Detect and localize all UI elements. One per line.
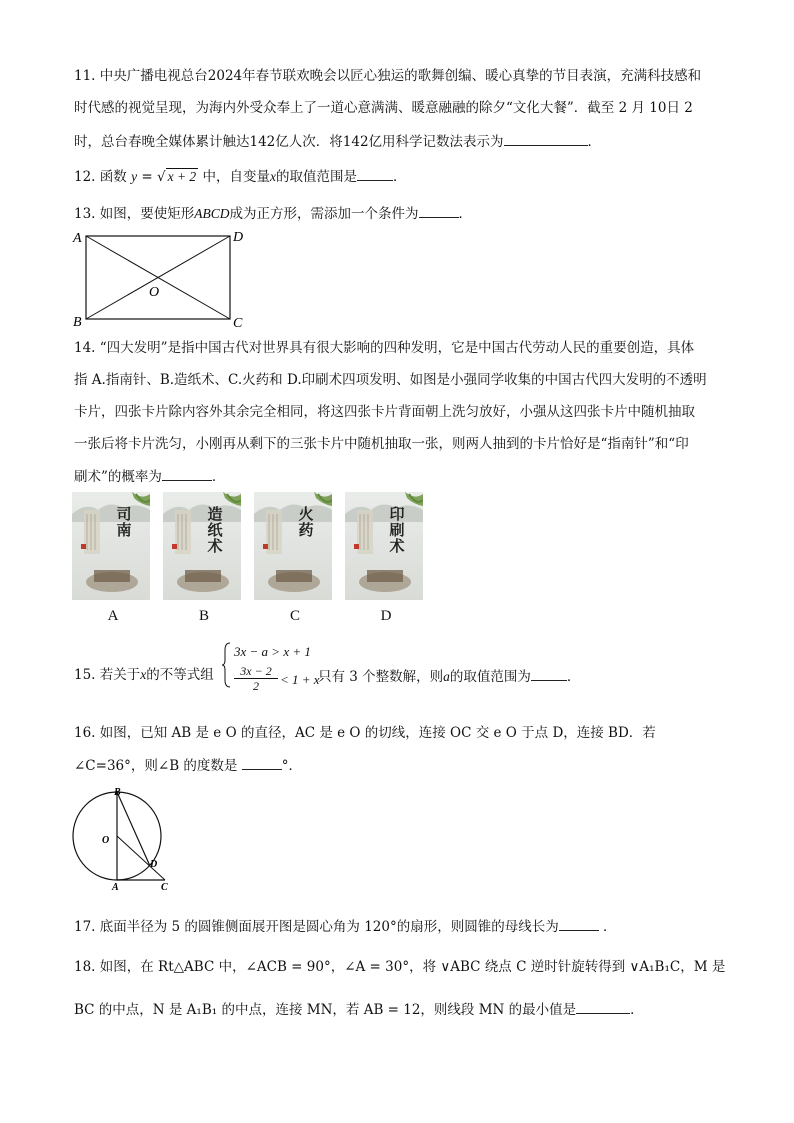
- answer-blank[interactable]: [162, 466, 212, 481]
- label-a: A: [112, 882, 119, 893]
- segment-bd: [117, 792, 150, 866]
- label-c: C: [233, 316, 243, 331]
- q14-end: ．: [211, 469, 226, 485]
- card-title: 印刷术: [389, 505, 405, 555]
- q13-post: 成为正方形，需添加一个条件为: [229, 206, 419, 222]
- q18-end: ．: [630, 1002, 644, 1018]
- label-a: A: [73, 231, 82, 246]
- q18-line2-text: BC 的中点，N 是 A₁B₁ 的中点，连接 MN，若 AB = 12，则线段 MN 的最小值是: [74, 1002, 577, 1018]
- q16-line1: 16. 如图，已知 AB 是 e O 的直径，AC 是 e O 的切线，连接 OC 交 e O 于点 D，连接 BD．若: [74, 725, 656, 741]
- inequality-2-rhs: < 1 + x: [280, 672, 320, 687]
- q15-var: x: [140, 667, 147, 682]
- q16-line2-text: ∠C=36°，则∠B 的度数是: [74, 758, 238, 774]
- q14-line5-text: 刷术”的概率为: [74, 469, 162, 485]
- invention-card: [72, 492, 150, 600]
- fraction-denominator: 2: [253, 679, 259, 693]
- card-label: A: [107, 608, 119, 624]
- label-c: C: [161, 882, 168, 893]
- invention-card: [163, 492, 241, 600]
- q11-line2: 时代感的视觉呈现，为海内外受众奉上了一道心意满满、暖意融融的除夕“文化大餐”．截至 2 月 10日 2: [74, 100, 693, 116]
- q14-line5: [74, 466, 225, 486]
- answer-blank[interactable]: [357, 166, 393, 181]
- q15-pre: 15. 若关于: [74, 667, 141, 683]
- q14-line3: 卡片，四张卡片除内容外其余完全相同，将这四张卡片背面朝上洗匀放好，小强从这四张卡片中随机抽取: [74, 404, 695, 420]
- q13-shape: ABCD: [194, 206, 230, 221]
- card-label: C: [289, 608, 300, 624]
- card-illustration: [254, 492, 332, 600]
- card-illustration: [345, 492, 423, 600]
- q17-text: 17. 底面半径为 5 的圆锥侧面展开图是圆心角为 120°的扇形，则圆锥的母线长为: [74, 919, 559, 935]
- q12-var: x: [269, 169, 276, 184]
- circle-figure: [70, 786, 180, 896]
- card-title: 火药: [298, 505, 314, 539]
- q13-pre: 13. 如图，要使矩形: [74, 206, 195, 222]
- q11-line3: [74, 131, 601, 151]
- card-title: 司南: [116, 505, 132, 539]
- q17-line: [74, 916, 617, 936]
- q15-end: ．: [566, 669, 581, 685]
- label-d: D: [233, 230, 244, 245]
- card-illustration: [72, 492, 150, 600]
- q12-post: 中，自变量: [202, 169, 270, 185]
- fraction: [234, 664, 278, 693]
- answer-blank[interactable]: [419, 203, 459, 218]
- q18-line1: 18. 如图，在 Rt△ABC 中，∠ACB = 90°，∠A = 30°，将 ∨ABC 绕点 C 逆时针旋转得到 ∨A₁B₁C，M 是: [74, 959, 726, 975]
- label-d: D: [150, 859, 158, 870]
- card-title: 造纸术: [207, 505, 223, 555]
- left-brace-icon: [222, 642, 232, 688]
- q15-line-post: [318, 666, 580, 686]
- sqrt-sign: √: [156, 169, 166, 185]
- q12-end: ．: [392, 169, 407, 185]
- label-b: B: [114, 787, 121, 798]
- answer-blank[interactable]: [559, 916, 599, 931]
- card-illustration: [163, 492, 241, 600]
- q15-line-pre: [74, 666, 214, 684]
- inequality-system: [222, 642, 320, 693]
- answer-blank[interactable]: [531, 666, 567, 681]
- q12-func-radicand: x + 2: [167, 169, 197, 184]
- card-label: B: [198, 608, 209, 624]
- q14-line4: 一张后将卡片洗匀，小刚再从剩下的三张卡片中随机抽取一张，则两人抽到的卡片恰好是“指南针”和“印: [74, 436, 689, 452]
- card-label: D: [380, 608, 392, 624]
- q12-func-y: y: [131, 169, 138, 184]
- q11-end: ．: [587, 134, 602, 150]
- label-o: O: [149, 285, 160, 300]
- rectangle-figure: [70, 228, 250, 332]
- q14-line2: 指 A.指南针、B.造纸术、C.火药和 D.印刷术四项发明、如图是小强同学收集的中国古代四大发明的不透明: [74, 372, 707, 388]
- fraction-numerator: 3x − 2: [234, 664, 278, 679]
- q16-line2: [74, 755, 302, 775]
- q11-line3-text: 时，总台春晚全媒体累计触达142亿人次．将142亿用科学记数法表示为: [74, 134, 504, 150]
- invention-card: [254, 492, 332, 600]
- invention-card: [345, 492, 423, 600]
- q13-line: [74, 203, 472, 223]
- q15-post: 只有 3 个整数解，则: [318, 669, 444, 685]
- label-o: O: [102, 835, 110, 846]
- q12-func-eq: =: [137, 169, 157, 185]
- inequality-1: 3x − a > x + 1: [234, 644, 311, 659]
- answer-blank[interactable]: [504, 131, 588, 146]
- q11-line1: 11. 中央广播电视总台2024年春节联欢晚会以匠心独运的歌舞创编、暖心真挚的节目表演，充满科技感和: [74, 68, 702, 84]
- q13-end: ．: [458, 206, 473, 222]
- answer-blank[interactable]: [576, 999, 630, 1014]
- q12-pre: 12. 函数: [74, 169, 127, 185]
- q17-end: ．: [603, 919, 617, 935]
- label-b: B: [73, 315, 82, 330]
- q18-line2: [74, 999, 644, 1019]
- q15-mid: 的不等式组: [146, 667, 214, 683]
- q15-a: a: [443, 669, 450, 684]
- q15-post2: 的取值范围为: [449, 669, 531, 685]
- q12-line: [74, 166, 406, 186]
- q14-line1: 14. “四大发明”是指中国古代对世界具有很大影响的四种发明，它是中国古代劳动人民的重要创造，具体: [74, 340, 695, 356]
- q16-end: °．: [281, 758, 302, 774]
- answer-blank[interactable]: [242, 755, 282, 770]
- q12-post2: 的取值范围是: [275, 169, 357, 185]
